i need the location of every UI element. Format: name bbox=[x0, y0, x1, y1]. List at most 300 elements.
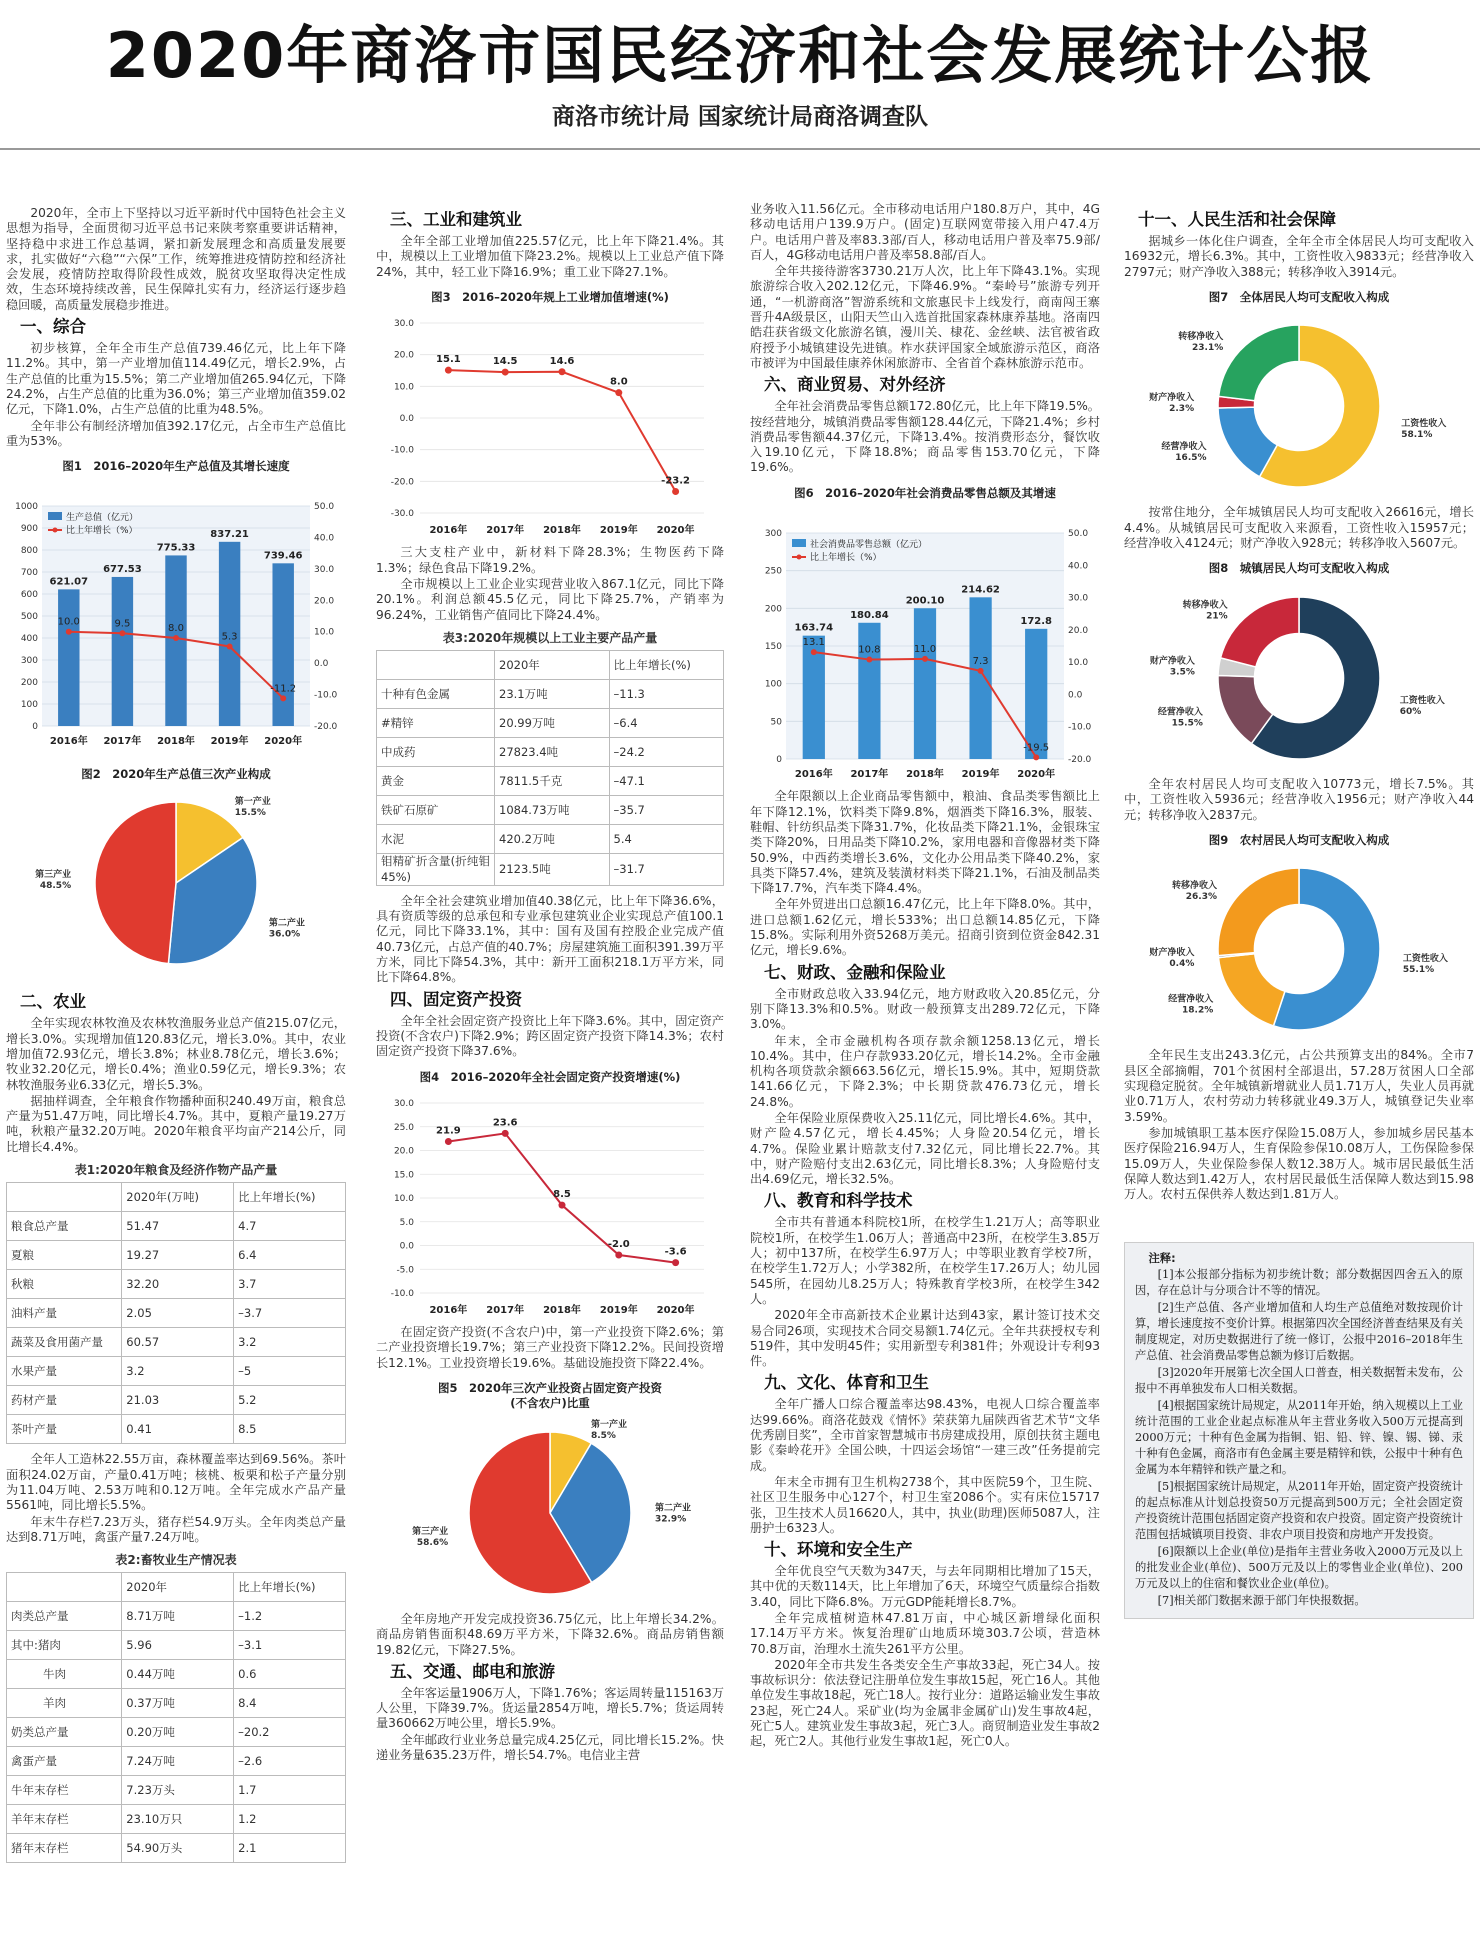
growth-cell: 比上年增长(%) bbox=[609, 651, 724, 680]
y-tick-left: 400 bbox=[20, 634, 38, 645]
table-row bbox=[377, 767, 724, 796]
x-tick: 2019年 bbox=[210, 736, 249, 748]
line-label: 7.3 bbox=[972, 655, 989, 667]
section-heading: 十一、人民生活和社会保障 bbox=[1138, 210, 1336, 229]
chart-title: 图3 2016–2020年规上工业增加值增速(%) bbox=[431, 289, 669, 304]
y-tick-right: -10.0 bbox=[314, 691, 338, 702]
line-label: 8.0 bbox=[609, 376, 628, 388]
line-label: 5.3 bbox=[221, 631, 238, 643]
row-label: 秋粮 bbox=[7, 1270, 122, 1299]
chart-fig5 bbox=[376, 1418, 724, 1608]
row-label: 铁矿石原矿 bbox=[377, 796, 495, 825]
value-cell: 8.71万吨 bbox=[122, 1602, 234, 1631]
value-cell: 5.96 bbox=[122, 1631, 234, 1660]
x-tick: 2016年 bbox=[49, 736, 88, 748]
slice-name: 财产净收入 bbox=[1149, 393, 1195, 404]
row-label: 夏粮 bbox=[7, 1241, 122, 1270]
x-tick: 2018年 bbox=[157, 736, 195, 748]
notes-title: 注释: bbox=[1148, 1252, 1176, 1266]
value-cell: 0.20万吨 bbox=[122, 1718, 234, 1747]
legend-label: 比上年增长（%） bbox=[66, 526, 138, 537]
y-tick-right: 50.0 bbox=[314, 502, 335, 513]
slice-label: 58.6% bbox=[416, 1537, 449, 1548]
row-label: #精锌 bbox=[377, 709, 495, 738]
table-row bbox=[7, 1747, 346, 1776]
y-tick-right: -20.0 bbox=[1068, 755, 1092, 766]
table-title: 表1:2020年粮食及经济作物产品产量 bbox=[74, 1163, 278, 1178]
line-label: 8.5 bbox=[553, 1188, 571, 1200]
x-tick: 2020年 bbox=[1017, 769, 1056, 781]
paragraph: 全年邮政行业业务总量完成4.25亿元，同比增长15.2%。快递业务量635.23万件，增长54.7%。电信业主营 bbox=[376, 1732, 724, 1762]
bar-label: 163.74 bbox=[794, 622, 834, 634]
paragraph: 全年全社会建筑业增加值40.38亿元，比上年下降36.6%，具有资质等级的总承包和专业承包建筑业企业实现总产值100.1亿元，同比下降33.1%，其中：国有及国有控股企业完成产值40.73亿元，占总产值的40.7%；房屋建筑施工面积391.39万平方米，同比下降54.3%，其中：新开工面积218.1万平方米，同比下降64.8%。 bbox=[376, 893, 724, 985]
note-item: [4]根据国家统计局规定，从2011年开始，纳入规模以上工业统计范围的工业企业起点标准从年主营业务收入500万元提高到2000万元；十种有色金属为指铜、铝、铅、锌、镍、锡、锑、汞十种有色金属，商洛市有色金属主要是精锌和铁，公报中十种有色金属为本年精锌和铁产量之和。 bbox=[1135, 1399, 1463, 1477]
x-tick: 2019年 bbox=[599, 525, 638, 537]
slice bbox=[1218, 868, 1299, 956]
growth-cell: –47.1 bbox=[609, 767, 724, 796]
value-cell: 0.44万吨 bbox=[122, 1660, 234, 1689]
paragraph: 全年房地产开发完成投资36.75亿元，比上年增长34.2%。商品房销售面积48.69万平方米，下降32.6%。商品房销售额19.82亿元，下降27.5%。 bbox=[376, 1611, 724, 1657]
x-tick: 2020年 bbox=[264, 736, 303, 748]
line-point bbox=[811, 649, 817, 655]
value-cell: 20.99万吨 bbox=[495, 709, 610, 738]
x-tick: 2017年 bbox=[850, 769, 889, 781]
slice-label: 3.5% bbox=[1169, 667, 1195, 678]
paragraph: 在固定资产投资(不含农户)中，第一产业投资下降2.6%；第二产业投资增长19.7%；第三产业投资下降12.2%。民间投资增长12.1%。工业投资增长19.6%。基础设施投资下降22.4%。 bbox=[376, 1325, 724, 1370]
chart-title: 图4 2016–2020年全社会固定资产投资增速(%) bbox=[419, 1069, 681, 1084]
table-title: 表3:2020年规模以上工业主要产品产量 bbox=[442, 630, 658, 645]
y-tick: 10.0 bbox=[393, 1193, 414, 1204]
legend-marker bbox=[53, 528, 58, 533]
table-row bbox=[7, 1834, 346, 1863]
line-label: 8.0 bbox=[168, 623, 184, 635]
paragraph: 据抽样调查，全年粮食作物播种面积240.49万亩，粮食总产量为51.47万吨，同比增长4.7%。其中，夏粮产量19.27万吨，秋粮产量32.20万吨。2020年粮食平均亩产214公斤，同比增长4.4%。 bbox=[6, 1093, 346, 1154]
section-heading: 十、环境和安全生产 bbox=[764, 1540, 913, 1560]
paragraph: 全年民生支出243.3亿元，占公共预算支出的84%。全市7县区全部摘帽，701个贫困村全部退出，57.28万贫困人口全部实现稳定脱贫。全年城镇新增就业人员1.71万人，失业人员再就业0.71万人，农村劳动力转移就业49.3万人，城镇登记失业率3.59%。 bbox=[1124, 1048, 1474, 1124]
table-row bbox=[377, 680, 724, 709]
growth-cell: 比上年增长(%) bbox=[234, 1183, 346, 1212]
bar-label: 200.10 bbox=[905, 595, 945, 607]
y-tick: -30.0 bbox=[390, 509, 414, 520]
slice-name: 转移净收入 bbox=[1172, 881, 1218, 892]
row-label: 粮食总产量 bbox=[7, 1212, 122, 1241]
slice-label: 58.1% bbox=[1401, 430, 1433, 441]
paragraph: 2020年全市共发生各类安全生产事故33起，死亡34人。按事故标识分：依法登记注册单位发生事故15起，死亡16人。其他单位发生事故18起，死亡18人。按行业分：道路运输业发生事故23起，死亡24人。采矿业(均为金属非金属矿山)发生事故4起，死亡5人。建筑业发生事故3起，死亡3人。商贸制造业发生事故2起，死亡2人。其他行业发生事故1起，死亡0人。 bbox=[750, 1657, 1100, 1749]
bar-label: 775.33 bbox=[156, 542, 196, 554]
growth-cell: 3.2 bbox=[234, 1328, 346, 1357]
row-label: 牛年末存栏 bbox=[7, 1776, 122, 1805]
value-cell: 23.10万只 bbox=[122, 1805, 234, 1834]
x-tick: 2017年 bbox=[486, 525, 525, 537]
line-point bbox=[672, 1259, 679, 1266]
value-cell: 54.90万头 bbox=[122, 1834, 234, 1863]
column-1 bbox=[6, 206, 346, 1863]
bar-label: 677.53 bbox=[103, 564, 142, 576]
table-header-row bbox=[7, 1573, 346, 1602]
table-crops bbox=[6, 1182, 346, 1444]
line-label: 21.9 bbox=[436, 1125, 461, 1137]
y-tick: -20.0 bbox=[390, 477, 414, 488]
value-cell: 7.24万吨 bbox=[122, 1747, 234, 1776]
note-item: [2]生产总值、各产业增加值和人均生产总值绝对数按现价计算，增长速度按不变价计算。根据第四次全国经济普查结果及有关制度规定，对历史数据进行了统一修订，公报中2016–2018年生产总值、社会消费品零售总额为修订后数据。 bbox=[1135, 1301, 1463, 1363]
growth-cell: 5.2 bbox=[234, 1386, 346, 1415]
line-point bbox=[227, 644, 233, 650]
row-label: 水果产量 bbox=[7, 1357, 122, 1386]
x-tick: 2016年 bbox=[429, 1304, 468, 1316]
growth-cell: 8.5 bbox=[234, 1415, 346, 1444]
line-label: 13.1 bbox=[802, 637, 825, 649]
line-label: -11.2 bbox=[270, 683, 297, 695]
line-label: -3.6 bbox=[664, 1246, 687, 1258]
x-tick: 2018年 bbox=[543, 525, 581, 537]
y-tick-left: 200 bbox=[20, 678, 38, 689]
table-row bbox=[7, 1270, 346, 1299]
slice bbox=[95, 802, 176, 964]
x-tick: 2016年 bbox=[794, 769, 833, 781]
table-header-row bbox=[7, 1183, 346, 1212]
line-point bbox=[559, 368, 566, 375]
y-tick-left: 100 bbox=[764, 679, 782, 690]
table-row bbox=[7, 1357, 346, 1386]
note-item: [6]限额以上企业(单位)是指年主营业务收入2000万元及以上的批发业企业(单位)、500万元及以上的零售业企业(单位)、200万元及以上的住宿和餐饮业企业(单位)。 bbox=[1135, 1545, 1463, 1591]
row-label: 牛肉 bbox=[7, 1660, 122, 1689]
line-point bbox=[615, 1251, 622, 1258]
slice-label: 18.2% bbox=[1182, 1005, 1214, 1016]
bar-label: 739.46 bbox=[263, 550, 303, 562]
line-label: 11.0 bbox=[913, 643, 937, 655]
section-heading: 七、财政、金融和保险业 bbox=[764, 962, 946, 982]
y-tick-right: 30.0 bbox=[314, 565, 335, 576]
table-row bbox=[7, 1241, 346, 1270]
growth-cell: –2.6 bbox=[234, 1747, 346, 1776]
growth-cell: 6.4 bbox=[234, 1241, 346, 1270]
y-tick-left: 100 bbox=[20, 700, 38, 711]
slice-label: 21% bbox=[1206, 610, 1228, 621]
value-cell: 21.03 bbox=[122, 1386, 234, 1415]
byline: 商洛市统计局 国家统计局商洛调查队 bbox=[551, 104, 928, 130]
paragraph: 按常住地分，全年城镇居民人均可支配收入26616元，增长4.4%。从城镇居民可支配收入来源看，工资性收入15957元；经营净收入4124元；财产净收入928元；转移净收入5607元。 bbox=[1124, 505, 1474, 551]
bar bbox=[969, 597, 991, 759]
paragraph: 全年广播人口综合覆盖率达98.43%，电视人口综合覆盖率达99.66%。商洛花鼓戏《情怀》荣获第九届陕西省艺术节“文华优秀剧目奖”，全市首家智慧城市书房建成投用，原创扶贫主题电影《秦岭花开》全国公映，十四运会场馆“一建三改”任务提前完成。 bbox=[750, 1397, 1100, 1473]
bar bbox=[1023, 629, 1050, 759]
line-point bbox=[559, 1201, 566, 1208]
value-cell: 420.2万吨 bbox=[495, 825, 610, 854]
y-tick-left: 300 bbox=[20, 656, 38, 667]
line-label: -2.0 bbox=[607, 1238, 630, 1250]
growth-cell: –3.1 bbox=[234, 1631, 346, 1660]
paragraph: 全年农村居民人均可支配收入10773元，增长7.5%。其中，工资性收入5936元；经营净收入1956元；财产净收入44元；转移净收入2837元。 bbox=[1124, 776, 1474, 822]
note-item: [5]根据国家统计局规定，从2011年开始，固定资产投资统计的起点标准从计划总投资50万元提高到500万元；全社会固定资产投资统计范围包括固定资产投资和农户投资。固定资产投资统计范围包括城镇项目投资、非农户项目投资和房地产开发投资。 bbox=[1135, 1480, 1463, 1542]
slice-label: 15.5% bbox=[1171, 717, 1203, 728]
bar-label: 214.62 bbox=[961, 584, 1000, 596]
table-title: 表2:畜牧业生产情况表 bbox=[115, 1553, 237, 1568]
bar-label: 837.21 bbox=[210, 529, 249, 541]
note-item: [3]2020年开展第七次全国人口普查，相关数据暂未发布，公报中不再单独发布人口相关数据。 bbox=[1135, 1366, 1463, 1396]
chart-title-line2: (不含农户)比重 bbox=[510, 1396, 590, 1411]
row-label: 羊年末存栏 bbox=[7, 1805, 122, 1834]
chart-fig6 bbox=[750, 507, 1100, 785]
paragraph: 全年外贸进出口总额16.47亿元，比上年下降8.0%。其中，进口总额1.62亿元，增长533%；出口总额14.85亿元，下降15.8%。实际利用外资5268万美元。招商引资到位资金842.31亿元，增长9.6%。 bbox=[750, 897, 1100, 958]
section-heading: 一、综合 bbox=[20, 317, 86, 337]
row-label: 黄金 bbox=[377, 767, 495, 796]
table-row bbox=[7, 1689, 346, 1718]
line-label: 15.1 bbox=[436, 354, 461, 366]
table-row bbox=[377, 825, 724, 854]
growth-cell: 1.7 bbox=[234, 1776, 346, 1805]
slice-label: 55.1% bbox=[1402, 965, 1435, 976]
section-heading: 五、交通、邮电和旅游 bbox=[390, 1661, 555, 1681]
line-label: 10.0 bbox=[57, 617, 80, 629]
table-livestock bbox=[6, 1572, 346, 1863]
growth-cell: –31.7 bbox=[609, 854, 724, 886]
section-heading: 九、文化、体育和卫生 bbox=[764, 1373, 929, 1393]
value-cell: 0.41 bbox=[122, 1415, 234, 1444]
header-divider bbox=[0, 148, 1480, 150]
paragraph: 全年优良空气天数为347天，与去年同期相比增加了15天，其中优的天数114天，比上年增加了6天，环境空气质量综合指数3.40，同比下降6.8%。万元GDP能耗增长8.7%。 bbox=[750, 1564, 1100, 1609]
table-row bbox=[7, 1212, 346, 1241]
legend-label: 社会消费品零售总额（亿元） bbox=[810, 540, 928, 551]
chart-fig7 bbox=[1124, 311, 1474, 501]
slice-label: 32.9% bbox=[654, 1514, 687, 1525]
x-tick: 2020年 bbox=[656, 525, 695, 537]
chart-fig2 bbox=[6, 788, 346, 978]
y-tick: 25.0 bbox=[393, 1122, 414, 1133]
note-item: [1]本公报部分指标为初步统计数；部分数据因四舍五入的原因，存在总计与分项合计不等的情况。 bbox=[1135, 1268, 1463, 1298]
line-label: 14.6 bbox=[549, 355, 575, 367]
y-tick-left: 50 bbox=[770, 717, 782, 728]
slice-label: 2.3% bbox=[1169, 404, 1195, 415]
y-tick: -5.0 bbox=[396, 1265, 414, 1276]
y-tick-left: 150 bbox=[764, 642, 782, 653]
row-label: 奶类总产量 bbox=[7, 1718, 122, 1747]
value-cell: 60.57 bbox=[122, 1328, 234, 1357]
y-tick: -10.0 bbox=[390, 1288, 414, 1299]
line-point bbox=[173, 635, 179, 641]
y-tick-right: 40.0 bbox=[1068, 561, 1089, 572]
value-cell: 7811.5千克 bbox=[495, 767, 610, 796]
table-row bbox=[377, 854, 724, 886]
value-cell: 32.20 bbox=[122, 1270, 234, 1299]
growth-cell: 8.4 bbox=[234, 1689, 346, 1718]
y-tick-right: 20.0 bbox=[314, 596, 335, 607]
y-tick-right: 10.0 bbox=[1068, 658, 1089, 669]
chart-title: 图9 农村居民人均可支配收入构成 bbox=[1208, 832, 1390, 847]
y-tick-left: 500 bbox=[20, 612, 38, 623]
y-tick-right: 20.0 bbox=[1068, 625, 1089, 636]
y-tick-left: 800 bbox=[20, 546, 38, 557]
paragraph: 全市规模以上工业企业实现营业收入867.1亿元，同比下降20.1%。利润总额45.5亿元，同比下降25.7%，产销率为96.24%，工业销售产值同比下降24.4%。 bbox=[376, 577, 724, 622]
paragraph: 全年客运量1906万人，下降1.76%；客运周转量115163万人公里，下降39.7%。货运量2854万吨，增长5.7%；货运周转量360662万吨公里，增长5.9%。 bbox=[376, 1685, 724, 1731]
row-label: 中成药 bbox=[377, 738, 495, 767]
table-row bbox=[7, 1718, 346, 1747]
slice-label: 23.1% bbox=[1192, 343, 1224, 354]
slice-label: 48.5% bbox=[39, 880, 72, 891]
y-tick-right: 0.0 bbox=[1068, 690, 1083, 701]
y-tick-left: 200 bbox=[764, 604, 782, 615]
paragraph: 全市财政总收入33.94亿元，地方财政收入20.85亿元，分别下降13.3%和0.5%。财政一般预算支出289.72亿元，下降3.0%。 bbox=[750, 986, 1100, 1032]
y-tick-right: 50.0 bbox=[1068, 529, 1089, 540]
legend-swatch-bar bbox=[792, 539, 806, 547]
paragraph: 参加城镇职工基本医疗保险15.08万人，参加城乡居民基本医疗保险216.94万人，生育保险参保10.08万人，工伤保险参保15.09万人，失业保险参保人数12.38万人。城市居民最低生活保障人数达到1.42万人，农村居民最低生活保障人数达到15.98万人。农村五保供养人数达到1.81万人。 bbox=[1124, 1125, 1474, 1202]
y-tick: 20.0 bbox=[393, 350, 414, 361]
slice-name: 第一产业 bbox=[590, 1419, 627, 1430]
legend-label: 比上年增长（%） bbox=[810, 553, 882, 564]
row-label: 其中:猪肉 bbox=[7, 1631, 122, 1660]
table-row bbox=[7, 1602, 346, 1631]
table-header-row bbox=[377, 651, 724, 680]
chart-fig8 bbox=[1124, 583, 1474, 773]
paragraph: 全年社会消费品零售总额172.80亿元，比上年下降19.5%。按经营地分，城镇消费品零售额128.44亿元，下降21.4%；乡村消费品零售额44.37亿元，下降13.4%。按消费形态分，餐饮收入19.10亿元，下降18.8%；商品零售153.70亿元，下降19.6%。 bbox=[750, 399, 1100, 475]
slice bbox=[1221, 597, 1299, 667]
growth-cell: –3.7 bbox=[234, 1299, 346, 1328]
y-tick-right: -10.0 bbox=[1068, 722, 1092, 733]
line-label: 14.5 bbox=[492, 356, 518, 368]
bar-label: 180.84 bbox=[850, 609, 889, 621]
table-row bbox=[7, 1299, 346, 1328]
slice-name: 经营净收入 bbox=[1161, 442, 1207, 453]
row-label bbox=[7, 1573, 122, 1602]
line-point bbox=[672, 488, 679, 495]
y-tick-right: 0.0 bbox=[314, 659, 329, 670]
slice-name: 财产净收入 bbox=[1149, 656, 1195, 667]
row-label: 茶叶产量 bbox=[7, 1415, 122, 1444]
line-label: 9.5 bbox=[114, 618, 131, 630]
x-tick: 2017年 bbox=[103, 736, 142, 748]
value-cell: 1084.73万吨 bbox=[495, 796, 610, 825]
notes-box bbox=[1124, 1242, 1474, 1619]
paragraph: 业务收入11.56亿元。全市移动电话用户180.8万户，其中，4G移动电话用户139.9万户。(固定)互联网宽带接入用户47.4万户。电话用户普及率83.3部/百人，移动电话用户普及率75.9部/百人，4G移动电话用户普及率58.8部/百人。 bbox=[750, 202, 1100, 262]
table-row bbox=[7, 1415, 346, 1444]
y-tick: 0.0 bbox=[399, 414, 414, 425]
y-tick: 5.0 bbox=[399, 1217, 414, 1228]
growth-cell: –24.2 bbox=[609, 738, 724, 767]
paragraph: 全年人工造林22.55万亩，森林覆盖率达到69.56%。茶叶面积24.02万亩，产量0.41万吨；核桃、板栗和松子产量分别为11.04万吨、2.53万吨和0.12万吨。全年完成水产品产量5561吨，同比增长5.5%。 bbox=[6, 1452, 346, 1513]
bar bbox=[858, 623, 880, 759]
bar-label: 172.8 bbox=[1020, 615, 1053, 627]
page-title: 2020年商洛市国民经济和社会发展统计公报 bbox=[105, 19, 1375, 92]
paragraph: 三大支柱产业中，新材料下降28.3%；生物医药下降1.3%；绿色食品下降19.2%。 bbox=[376, 545, 724, 575]
row-label: 羊肉 bbox=[7, 1689, 122, 1718]
line-point bbox=[502, 369, 509, 376]
growth-cell: –6.4 bbox=[609, 709, 724, 738]
chart-title: 图1 2016–2020年生产总值及其增长速度 bbox=[62, 459, 290, 474]
bar bbox=[112, 577, 133, 726]
value-cell: 3.2 bbox=[122, 1357, 234, 1386]
y-tick-left: 250 bbox=[764, 566, 782, 577]
row-label: 油料产量 bbox=[7, 1299, 122, 1328]
row-label bbox=[377, 651, 495, 680]
paragraph: 全年限额以上企业商品零售额中，粮油、食品类零售额比上年下降12.1%，饮料类下降9.8%，烟酒类下降16.3%，服装、鞋帽、针纺织品类下降31.7%，化妆品类下降21.1%，金银珠宝类下降20%，日用品类下降10.2%，家用电器和音像器材类下降50.9%，中西药类增长3.6%，文化办公用品类下降40.2%，家具类下降57.4%，建筑及装潢材料类下降21.1%，石油及制品类下降17.7%，汽车类下降4.4%。 bbox=[750, 789, 1100, 896]
paragraph: 初步核算，全年全市生产总值739.46亿元，比上年下降11.2%。其中，第一产业增加值114.49亿元，增长2.9%，占生产总值的比重为15.5%；第二产业增加值265.94亿元，下降24.2%，占生产总值的比重为36.0%；第三产业增加值359.02亿元，下降1.0%，占生产总值的比重为48.5%。 bbox=[6, 341, 346, 417]
value-cell: 2020年 bbox=[122, 1573, 234, 1602]
row-label bbox=[7, 1183, 122, 1212]
chart-title: 图5 2020年三次产业投资占固定资产投资 bbox=[437, 1381, 662, 1396]
slice bbox=[1218, 954, 1285, 1026]
value-cell: 51.47 bbox=[122, 1212, 234, 1241]
table-row bbox=[7, 1660, 346, 1689]
chart-fig1 bbox=[6, 480, 346, 752]
value-cell: 0.37万吨 bbox=[122, 1689, 234, 1718]
table-industry bbox=[376, 650, 724, 886]
x-tick: 2018年 bbox=[543, 1304, 581, 1316]
growth-cell: 0.6 bbox=[234, 1660, 346, 1689]
bar-label: 621.07 bbox=[49, 576, 89, 588]
x-tick: 2020年 bbox=[656, 1304, 695, 1316]
line-point bbox=[445, 367, 452, 374]
section-heading: 四、固定资产投资 bbox=[390, 989, 522, 1009]
growth-cell: 3.7 bbox=[234, 1270, 346, 1299]
line-point bbox=[66, 629, 72, 635]
y-tick-left: 700 bbox=[20, 568, 38, 579]
y-tick-left: 600 bbox=[20, 590, 38, 601]
value-cell: 2020年(万吨) bbox=[122, 1183, 234, 1212]
slice-label: 8.5% bbox=[590, 1430, 616, 1441]
section-heading: 二、农业 bbox=[20, 992, 86, 1012]
table-row bbox=[377, 796, 724, 825]
slice bbox=[1219, 325, 1299, 401]
table-row bbox=[7, 1805, 346, 1834]
note-item: [7]相关部门数据来源于部门年快报数据。 bbox=[1157, 1594, 1366, 1608]
value-cell: 19.27 bbox=[122, 1241, 234, 1270]
legend-label: 生产总值（亿元） bbox=[66, 513, 139, 524]
paragraph: 全年全社会固定资产投资比上年下降3.6%。其中，固定资产投资(不含农户)下降2.9%；跨区固定资产投资下降14.3%；农村固定资产投资下降37.6%。 bbox=[376, 1013, 724, 1059]
bar bbox=[272, 564, 293, 727]
bar bbox=[58, 590, 79, 727]
line-point bbox=[1033, 754, 1039, 760]
value-cell: 27823.4吨 bbox=[495, 738, 610, 767]
column-4 bbox=[1124, 206, 1474, 1619]
line-label: 23.6 bbox=[492, 1117, 518, 1129]
growth-cell: –1.2 bbox=[234, 1602, 346, 1631]
row-label: 药材产量 bbox=[7, 1386, 122, 1415]
slice-name: 经营净收入 bbox=[1168, 994, 1214, 1005]
slice-label: 60% bbox=[1399, 706, 1422, 717]
chart-title: 图2 2020年生产总值三次产业构成 bbox=[81, 766, 271, 781]
line-label: -23.2 bbox=[661, 475, 691, 487]
y-tick-right: 10.0 bbox=[314, 628, 335, 639]
slice-label: 16.5% bbox=[1175, 453, 1207, 464]
chart-title: 图6 2016–2020年社会消费品零售总额及其增速 bbox=[794, 485, 1056, 500]
paragraph: 全年全部工业增加值225.57亿元，比上年下降21.4%。其中，规模以上工业增加值下降23.2%。规模以上工业总产值下降24%，其中，轻工业下降16.9%；重工业下降27.1%。 bbox=[376, 234, 724, 279]
slice-label: 0.4% bbox=[1169, 959, 1195, 970]
slice-name: 工资性收入 bbox=[1402, 954, 1448, 965]
line-point bbox=[866, 657, 872, 663]
line-point bbox=[922, 656, 928, 662]
y-tick: -10.0 bbox=[390, 445, 414, 456]
growth-cell: 2.1 bbox=[234, 1834, 346, 1863]
chart-title: 图7 全体居民人均可支配收入构成 bbox=[1208, 289, 1390, 304]
line-point bbox=[119, 631, 125, 637]
row-label: 钼精矿折含量(折纯钼45%) bbox=[377, 854, 495, 886]
paragraph: 全年共接待游客3730.21万人次，比上年下降43.1%。实现旅游综合收入202.12亿元，下降46.9%。“秦岭号”旅游专列开通，“一机游商洛”智游系统和文旅惠民卡上线发行，商南闯王寨晋升4A级景区，山阳天竺山入选首批国家森林康养基地。洛南四皓荘获省级文化旅游名镇，漫川关、棣花、金丝峡、法官被省政府授予小城镇建设先进镇。柞水获评国家全域旅游示范区，商洛市被评为中国最佳康养休闲旅游市、全省首个森林旅游示范市。 bbox=[750, 264, 1100, 370]
slice-name: 转移净收入 bbox=[1178, 332, 1224, 343]
intro-paragraph: 2020年，全市上下坚持以习近平新时代中国特色社会主义思想为指导，全面贯彻习近平总书记来陕考察重要讲话精神，坚持稳中求进工作总基调，紧扣新发展理念和高质量发展要求，扎实做好“六稳”“六保”工作，统筹推进疫情防控和经济社会发展，疫情防控取得阶段性成效，脱贫攻坚取得决定性成效，生态环境持续改善，民生保障扎实有力，经济运行逐步趋稳回暖，高质量发展稳步推进。 bbox=[6, 206, 346, 312]
y-tick-left: 1000 bbox=[15, 502, 38, 513]
y-tick: 10.0 bbox=[393, 382, 414, 393]
column-3 bbox=[750, 202, 1100, 1751]
y-tick: 15.0 bbox=[393, 1170, 414, 1181]
y-tick: 20.0 bbox=[393, 1146, 414, 1157]
value-cell: 2020年 bbox=[495, 651, 610, 680]
paragraph: 年末牛存栏7.23万头，猪存栏54.9万头。全年肉类总产量达到8.71万吨，禽蛋产量7.24万吨。 bbox=[6, 1514, 346, 1544]
growth-cell: 比上年增长(%) bbox=[234, 1573, 346, 1602]
slice-name: 第三产业 bbox=[412, 1526, 449, 1537]
legend-marker bbox=[797, 555, 802, 560]
paragraph: 全市共有普通本科院校1所，在校学生1.21万人；高等职业院校1所，在校学生1.06万人；普通高中23所，在校学生3.85万人；初中137所，在校学生6.97万人；中等职业教育学校7所，在校学生1.72万人；小学382所，在校学生17.26万人；幼儿园545所，在园幼儿8.25万人；特殊教育学校3所，在校学生342人。 bbox=[750, 1215, 1100, 1306]
slice-name: 转移净收入 bbox=[1182, 599, 1228, 610]
growth-cell: –5 bbox=[234, 1357, 346, 1386]
chart-fig9 bbox=[1124, 854, 1474, 1044]
